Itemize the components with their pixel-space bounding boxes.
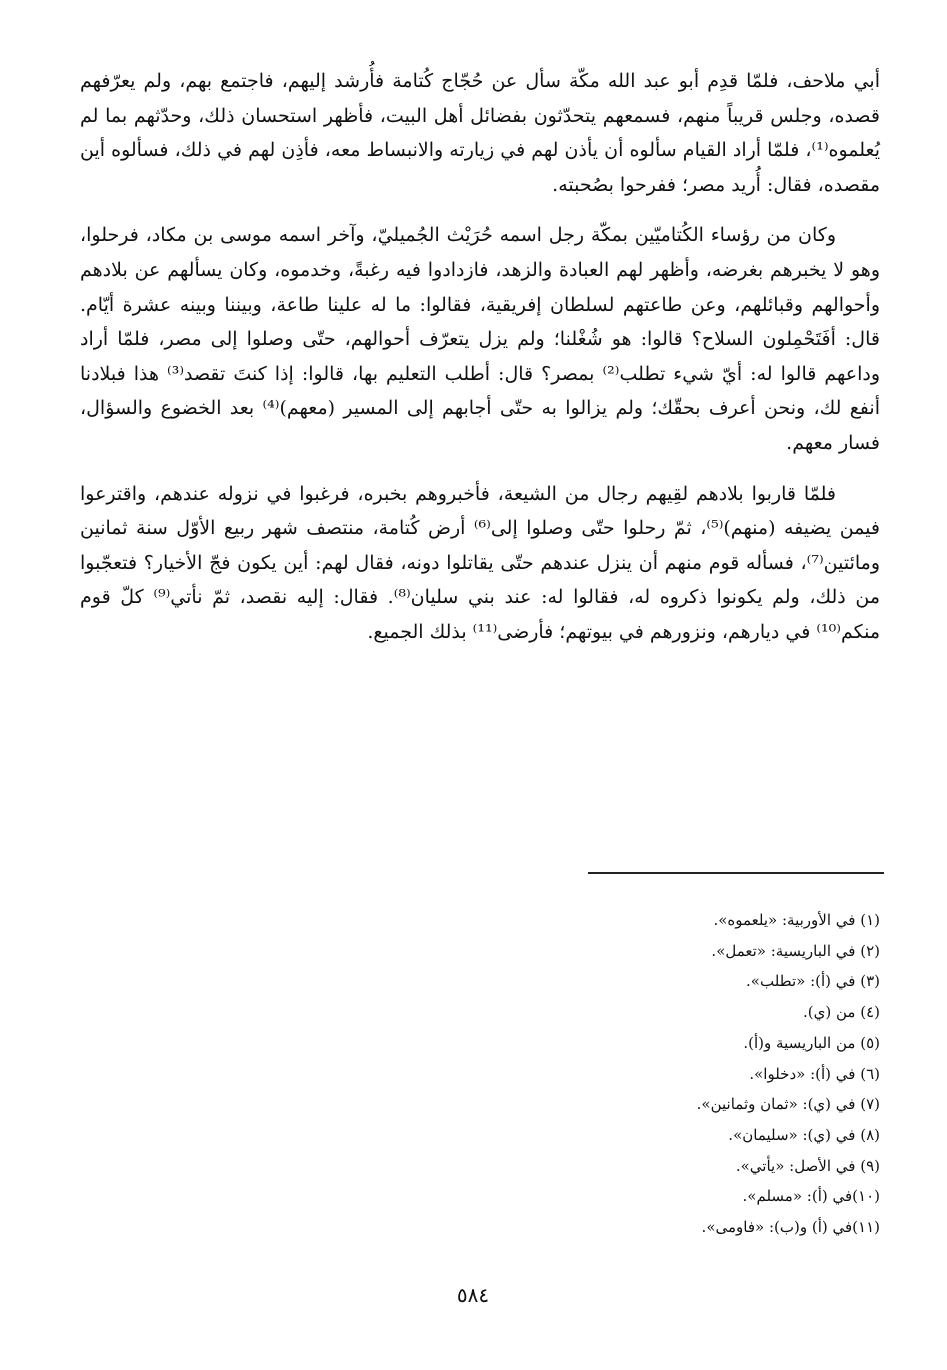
footnote-3: (٣) في (أ): «تطلب».: [746, 972, 880, 991]
main-text: [80, 64, 880, 666]
footnote-1: (١) في الأوربية: «يلعموه».: [713, 911, 880, 929]
footnote-4: (٤) من (ي).: [803, 1003, 880, 1022]
footnotes-list: [360, 905, 880, 1243]
paragraph-1: أبي ملاحف، فلمّا قدِم أبو عبد الله مكّة سأل عن حُجّاج كُتامة فأُرشد إليهم، فاجتمع بهم، ولم يعرّفهم قصده، وجلس قريباً منهم، فسمعهم يتحدّثون بفضائل أهل البيت، فأظهر استحسان ذلك، وحدّثهم بما لم يُعلموه⁽¹⁾، فلمّا أراد القيام سألوه أن يأذن لهم في زيارته والانبساط معه، فأذِن لهم في ذلك، فسألوه أين مقصده، فقال: أُريد مصر؛ ففرحوا بصُحبته.: [80, 70, 880, 196]
paragraph-3: فلمّا قاربوا بلادهم لقِيهم رجال من الشيعة، فأخبروهم بخبره، فرغبوا في نزوله عندهم، واقترعوا فيمن يضيفه (منهم)⁽⁵⁾، ثمّ رحلوا حتّى وصلوا إلى⁽⁶⁾ أرض كُتامة، منتصف شهر ربيع الأوّل سنة ثمانين ومائتين⁽⁷⁾، فسأله قوم منهم أن ينزل عندهم حتّى يقاتلوا دونه، فقال لهم: أين يكون فجّ الأخيار؟ فتعجّبوا من ذلك، ولم يكونوا ذكروه له، فقالوا له: عند بني سليان⁽⁸⁾. فقال: إليه نقصد، ثمّ نأتي⁽⁹⁾ كلّ قوم منكم⁽¹⁰⁾ في ديارهم، ونزورهم في بيوتهم؛ فأرضى⁽¹¹⁾ بذلك الجميع.: [80, 482, 880, 643]
footnote-10: (١٠)في (أ): «مسلم».: [742, 1187, 880, 1206]
footnote-6: (٦) في (أ): «دخلوا».: [749, 1064, 880, 1083]
page-number: ٥٨٤: [456, 1283, 490, 1307]
footnote-7: (٧) في (ي): «ثمان وثمانين».: [696, 1095, 880, 1114]
footnote-5: (٥) من الباريسية و(أ).: [743, 1033, 880, 1052]
paragraph-2: وكان من رؤساء الكُتاميّين بمكّة رجل اسمه حُرَيْث الجُميليّ، وآخر اسمه موسى بن مكاد، فرحلوا، وهو لا يخبرهم بغرضه، وأظهر لهم العبادة والزهد، فازدادوا فيه رغبةً، وخدموه، وكان يسألهم عن بلادهم وأحوالهم وقبائلهم، وعن طاعتهم لسلطان إفريقية، فقالوا: ما له علينا طاعة، وبيننا وبينه عشرة أيّام. قال: أفَتَحْمِلون السلاح؟ قالوا: هو شُغْلنا؛ ولم يزل يتعرّف أحوالهم، حتّى وصلوا إلى مصر، فلمّا أراد وداعهم قالوا له: أيّ شيء تطلب⁽²⁾ بمصر؟ قال: أطلب التعليم بها، قالوا: إذا كنتَ تقصد⁽³⁾ هذا فبلادنا أنفع لك، ونحن أعرف بحقّك؛ ولم يزالوا به حتّى أجابهم إلى المسير (معهم)⁽⁴⁾ بعد الخضوع والسؤال، فسار معهم.: [80, 224, 881, 454]
footnote-divider: [588, 872, 884, 874]
footnote-11: (١١)في (أ) و(ب): «فاومى».: [701, 1218, 880, 1237]
footnote-2: (٢) في الباريسية: «تعمل».: [711, 941, 880, 960]
footnote-9: (٩) في الأصل: «يأتي».: [735, 1156, 880, 1175]
footnote-8: (٨) في (ي): «سليمان».: [728, 1125, 880, 1144]
